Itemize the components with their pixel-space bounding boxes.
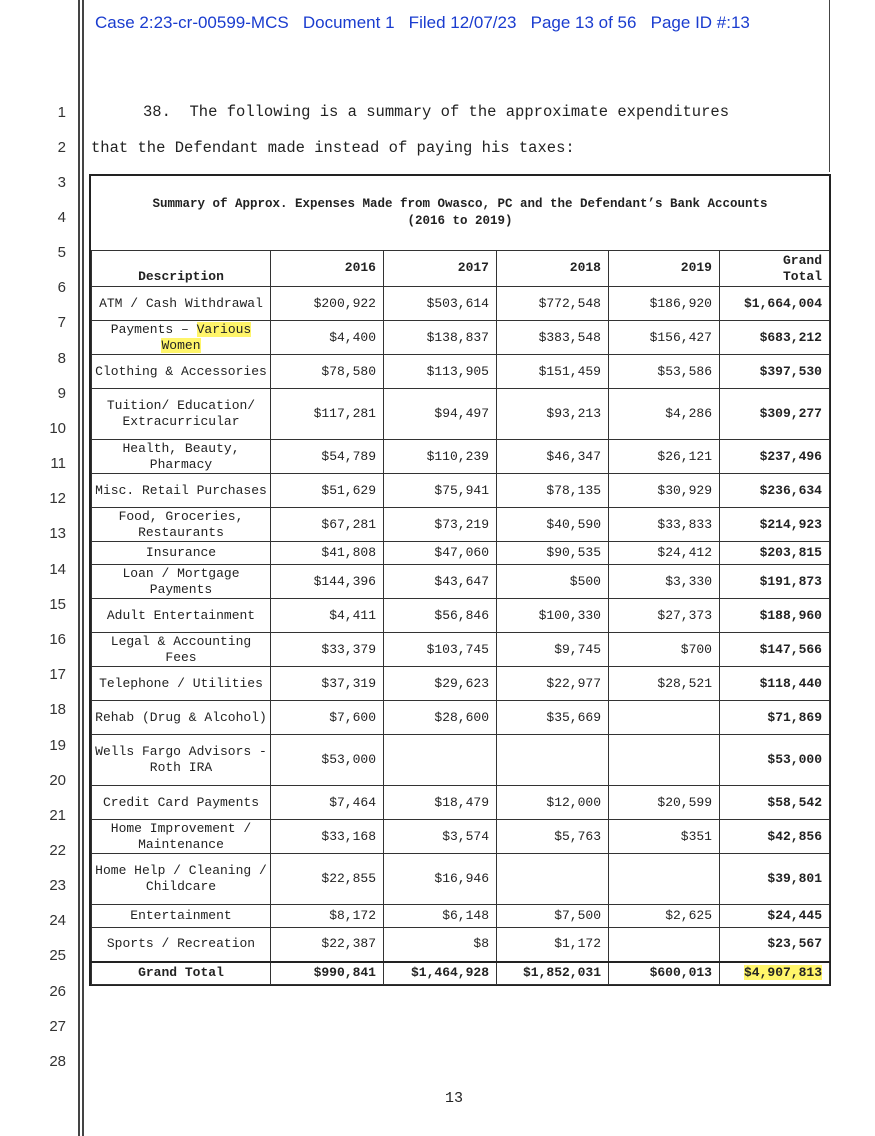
cell-2018: $383,548 — [497, 321, 609, 355]
table-row — [92, 820, 830, 854]
cell-2018: $100,330 — [497, 599, 609, 633]
line-number: 7 — [57, 314, 66, 331]
line-number: 10 — [49, 420, 66, 437]
table-row — [92, 854, 830, 905]
table-row — [92, 701, 830, 735]
cell-2019: $3,330 — [609, 565, 720, 599]
grand-total-2016: $990,841 — [271, 962, 384, 985]
line-number: 4 — [57, 209, 66, 226]
cell-grand-total: $191,873 — [720, 565, 830, 599]
line-number: 28 — [49, 1053, 66, 1070]
cell-2016: $117,281 — [271, 389, 384, 440]
cell-grand-total: $237,496 — [720, 440, 830, 474]
line-number: 14 — [49, 561, 66, 578]
cell-2018: $5,763 — [497, 820, 609, 854]
column-header-2018: 2018 — [497, 251, 609, 287]
cell-2017: $75,941 — [384, 474, 497, 508]
paragraph-line-2: that the Defendant made instead of paying his taxes: — [91, 139, 575, 157]
grand-total-2018: $1,852,031 — [497, 962, 609, 985]
cell-2019: $351 — [609, 820, 720, 854]
cell-grand-total: $203,815 — [720, 542, 830, 565]
cell-grand-total: $1,664,004 — [720, 287, 830, 321]
table-header-row — [92, 251, 830, 287]
column-header-description: Description — [92, 251, 271, 287]
cell-2018: $772,548 — [497, 287, 609, 321]
cell-2017: $110,239 — [384, 440, 497, 474]
cell-grand-total: $24,445 — [720, 905, 830, 928]
grand-total-row — [92, 962, 830, 985]
column-header-2017: 2017 — [384, 251, 497, 287]
cell-2018: $12,000 — [497, 786, 609, 820]
line-number: 11 — [50, 455, 66, 472]
cell-grand-total: $71,869 — [720, 701, 830, 735]
cell-2016: $4,411 — [271, 599, 384, 633]
table-row — [92, 508, 830, 542]
cell-2019: $53,586 — [609, 355, 720, 389]
cell-2017: $18,479 — [384, 786, 497, 820]
row-description: Food, Groceries, Restaurants — [92, 508, 271, 542]
cell-2019 — [609, 928, 720, 962]
page-number: 13 — [445, 1090, 464, 1107]
table-row — [92, 321, 830, 355]
cell-2016: $54,789 — [271, 440, 384, 474]
row-description: Insurance — [92, 542, 271, 565]
column-header-2016: 2016 — [271, 251, 384, 287]
cell-2017: $73,219 — [384, 508, 497, 542]
row-description: Legal & Accounting Fees — [92, 633, 271, 667]
table-row — [92, 474, 830, 508]
cell-2018: $7,500 — [497, 905, 609, 928]
cell-2016: $53,000 — [271, 735, 384, 786]
highlighted-grand-total: $4,907,813 — [743, 965, 822, 981]
table-row — [92, 287, 830, 321]
cell-2017 — [384, 735, 497, 786]
cell-2018: $46,347 — [497, 440, 609, 474]
cell-2016: $33,168 — [271, 820, 384, 854]
cell-2016: $4,400 — [271, 321, 384, 355]
line-number: 9 — [57, 385, 66, 402]
row-description: Clothing & Accessories — [92, 355, 271, 389]
cell-2017: $503,614 — [384, 287, 497, 321]
line-number: 17 — [49, 666, 66, 683]
table-row — [92, 786, 830, 820]
cell-grand-total: $236,634 — [720, 474, 830, 508]
row-description: Rehab (Drug & Alcohol) — [92, 701, 271, 735]
cell-2018: $151,459 — [497, 355, 609, 389]
cell-2018: $93,213 — [497, 389, 609, 440]
cell-2019: $186,920 — [609, 287, 720, 321]
line-number: 24 — [49, 912, 66, 929]
row-description: Telephone / Utilities — [92, 667, 271, 701]
table-row — [92, 735, 830, 786]
table-row — [92, 565, 830, 599]
table-row — [92, 667, 830, 701]
table-row — [92, 440, 830, 474]
table-row — [92, 355, 830, 389]
cell-grand-total: $188,960 — [720, 599, 830, 633]
line-number: 21 — [49, 807, 66, 824]
grand-total-overall — [720, 962, 830, 985]
cell-2016: $33,379 — [271, 633, 384, 667]
cell-2018: $40,590 — [497, 508, 609, 542]
cell-2017: $56,846 — [384, 599, 497, 633]
cell-2019: $24,412 — [609, 542, 720, 565]
cell-2016: $51,629 — [271, 474, 384, 508]
grand-total-2017: $1,464,928 — [384, 962, 497, 985]
grand-total-label: Grand Total — [92, 962, 271, 985]
cell-2017: $47,060 — [384, 542, 497, 565]
line-number: 15 — [49, 596, 66, 613]
grand-total-header-line-2: Total — [782, 269, 822, 284]
cell-2017: $113,905 — [384, 355, 497, 389]
line-number: 2 — [57, 139, 66, 156]
cell-grand-total: $397,530 — [720, 355, 830, 389]
cell-2018: $90,535 — [497, 542, 609, 565]
cell-2017: $103,745 — [384, 633, 497, 667]
line-number: 6 — [57, 279, 66, 296]
line-number: 8 — [57, 350, 66, 367]
row-description: Tuition/ Education/ Extracurricular — [92, 389, 271, 440]
cell-2018 — [497, 854, 609, 905]
cell-2018: $78,135 — [497, 474, 609, 508]
cell-2019: $28,521 — [609, 667, 720, 701]
line-number: 26 — [49, 983, 66, 1000]
row-description: Entertainment — [92, 905, 271, 928]
expenses-table — [91, 250, 830, 985]
line-number: 20 — [49, 772, 66, 789]
table-caption-title: Summary of Approx. Expenses Made from Owasco, PC and the Defendant’s Bank Accounts — [152, 197, 768, 211]
cell-2019: $27,373 — [609, 599, 720, 633]
table-row — [92, 389, 830, 440]
highlighted-text: Various Women — [161, 321, 252, 353]
row-description: Credit Card Payments — [92, 786, 271, 820]
row-description: Home Improvement / Maintenance — [92, 820, 271, 854]
row-description: Loan / Mortgage Payments — [92, 565, 271, 599]
row-description: Sports / Recreation — [92, 928, 271, 962]
cell-grand-total: $214,923 — [720, 508, 830, 542]
cell-2019: $26,121 — [609, 440, 720, 474]
cell-2017: $29,623 — [384, 667, 497, 701]
cell-2019: $30,929 — [609, 474, 720, 508]
cell-2019 — [609, 701, 720, 735]
cell-2016: $22,855 — [271, 854, 384, 905]
cell-2018: $500 — [497, 565, 609, 599]
cell-2016: $67,281 — [271, 508, 384, 542]
cell-2019: $700 — [609, 633, 720, 667]
cell-2017: $43,647 — [384, 565, 497, 599]
cell-2019 — [609, 854, 720, 905]
line-number: 25 — [49, 947, 66, 964]
cell-2019: $2,625 — [609, 905, 720, 928]
cell-2017: $8 — [384, 928, 497, 962]
cell-2019: $4,286 — [609, 389, 720, 440]
paragraph-line-1: 38. The following is a summary of the approximate expenditures — [143, 103, 729, 121]
cell-grand-total: $53,000 — [720, 735, 830, 786]
cell-2018 — [497, 735, 609, 786]
row-description: Home Help / Cleaning / Childcare — [92, 854, 271, 905]
line-number: 3 — [57, 174, 66, 191]
cell-2017: $28,600 — [384, 701, 497, 735]
line-number: 19 — [49, 737, 66, 754]
row-description: Misc. Retail Purchases — [92, 474, 271, 508]
line-number: 16 — [49, 631, 66, 648]
right-margin-rule — [829, 0, 830, 172]
grand-total-2019: $600,013 — [609, 962, 720, 985]
table-caption — [91, 176, 829, 250]
line-number: 12 — [49, 490, 66, 507]
cell-2016: $7,600 — [271, 701, 384, 735]
line-number: 13 — [49, 525, 66, 542]
cell-grand-total: $39,801 — [720, 854, 830, 905]
row-description-text: Payments – — [110, 321, 197, 337]
cell-grand-total: $147,566 — [720, 633, 830, 667]
table-row — [92, 928, 830, 962]
cell-2018: $9,745 — [497, 633, 609, 667]
column-header-2019: 2019 — [609, 251, 720, 287]
cell-2016: $144,396 — [271, 565, 384, 599]
case-header: Case 2:23-cr-00599-MCS Document 1 Filed 12/07/23 Page 13 of 56 Page ID #:13 — [95, 13, 750, 32]
row-description: Wells Fargo Advisors - Roth IRA — [92, 735, 271, 786]
cell-2018: $1,172 — [497, 928, 609, 962]
cell-2016: $37,319 — [271, 667, 384, 701]
line-number: 18 — [49, 701, 66, 718]
cell-2019: $33,833 — [609, 508, 720, 542]
cell-2017: $6,148 — [384, 905, 497, 928]
cell-2016: $7,464 — [271, 786, 384, 820]
cell-2016: $200,922 — [271, 287, 384, 321]
left-margin-rule — [78, 0, 80, 1136]
table-row — [92, 905, 830, 928]
row-description: Health, Beauty, Pharmacy — [92, 440, 271, 474]
table-caption-period: (2016 to 2019) — [407, 214, 513, 228]
cell-grand-total: $42,856 — [720, 820, 830, 854]
row-description: Adult Entertainment — [92, 599, 271, 633]
cell-2018: $22,977 — [497, 667, 609, 701]
cell-2016: $78,580 — [271, 355, 384, 389]
cell-grand-total: $23,567 — [720, 928, 830, 962]
cell-2017: $16,946 — [384, 854, 497, 905]
line-number: 5 — [57, 244, 66, 261]
cell-2017: $3,574 — [384, 820, 497, 854]
cell-2017: $94,497 — [384, 389, 497, 440]
cell-2019: $156,427 — [609, 321, 720, 355]
line-number: 22 — [49, 842, 66, 859]
line-number: 27 — [49, 1018, 66, 1035]
cell-2018: $35,669 — [497, 701, 609, 735]
cell-grand-total: $58,542 — [720, 786, 830, 820]
cell-grand-total: $118,440 — [720, 667, 830, 701]
cell-2017: $138,837 — [384, 321, 497, 355]
cell-grand-total: $683,212 — [720, 321, 830, 355]
left-margin-rule-2 — [82, 0, 84, 1136]
grand-total-header-line-1: Grand — [782, 253, 822, 268]
cell-2019 — [609, 735, 720, 786]
cell-2016: $8,172 — [271, 905, 384, 928]
column-header-grand-total — [720, 251, 830, 287]
line-number: 1 — [57, 104, 66, 121]
row-description — [92, 321, 271, 355]
cell-2016: $22,387 — [271, 928, 384, 962]
row-description: ATM / Cash Withdrawal — [92, 287, 271, 321]
cell-2019: $20,599 — [609, 786, 720, 820]
table-row — [92, 542, 830, 565]
expenses-summary-table — [89, 174, 831, 986]
line-number: 23 — [49, 877, 66, 894]
cell-grand-total: $309,277 — [720, 389, 830, 440]
table-row — [92, 599, 830, 633]
table-row — [92, 633, 830, 667]
cell-2016: $41,808 — [271, 542, 384, 565]
